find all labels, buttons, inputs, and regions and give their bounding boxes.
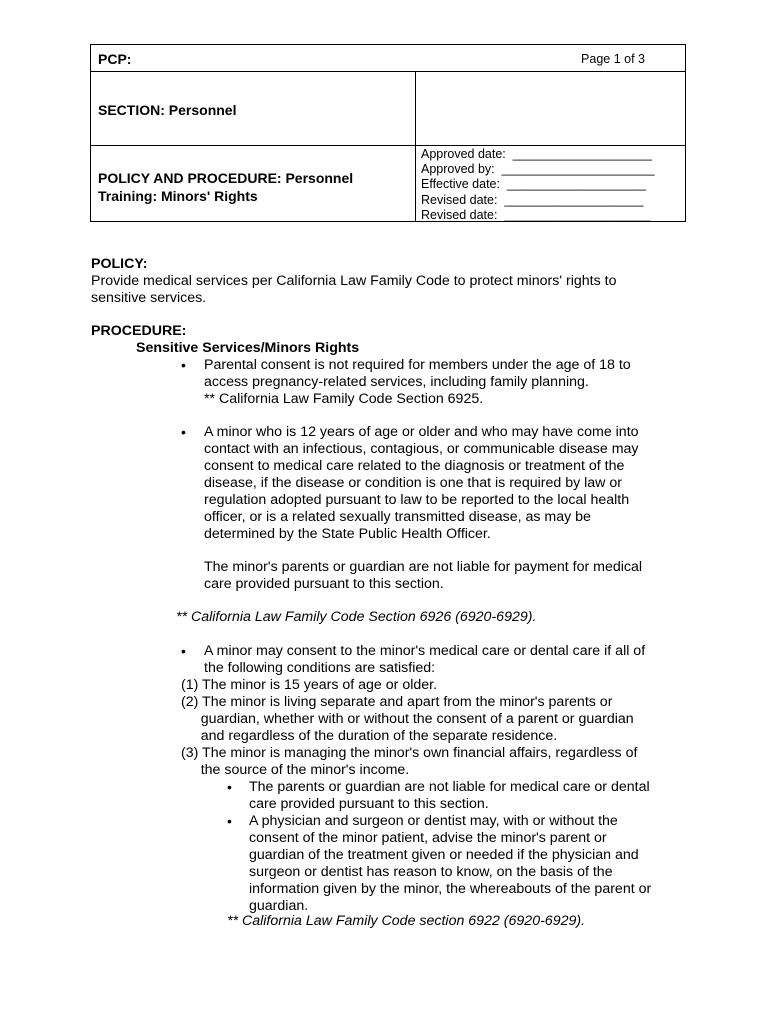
approval-label: Approved by: — [421, 162, 495, 177]
citation: ** California Law Family Code section 6922 (6920-6929). — [227, 913, 586, 929]
item-line: officer, or is a related sexually transmitted disease, as may be — [204, 509, 591, 525]
citation: ** California Law Family Code Section 6926 (6920-6929). — [176, 609, 537, 625]
condition-line: (1) The minor is 15 years of age or older. — [181, 677, 438, 693]
sub-item-line: consent of the minor patient, advise the minor's parent or — [249, 830, 607, 846]
item-line: A minor may consent to the minor's medical care or dental care if all of — [204, 643, 646, 659]
citation: ** California Law Family Code Section 6925. — [204, 391, 484, 407]
page-number: Page 1 of 3 — [581, 52, 645, 66]
bullet-icon: • — [181, 357, 186, 373]
condition-line: (3) The minor is managing the minor's own financial affairs, regardless of — [181, 745, 638, 761]
approval-label: Approved date: — [421, 147, 506, 161]
condition-line: and regardless of the duration of the separate residence. — [181, 728, 558, 744]
approval-blank: ____________________ — [504, 192, 644, 207]
item-line: the following conditions are satisfied: — [204, 660, 436, 676]
table-divider — [91, 71, 685, 72]
item-line: The minor's parents or guardian are not liable for payment for medical — [204, 559, 643, 575]
approval-blank: _____________________ — [504, 207, 651, 222]
sub-item-line: information given by the minor, the whereabouts of the parent or — [249, 881, 652, 897]
item-line: disease, if the disease or condition is one that is required by law or — [204, 475, 622, 491]
item-line: consent to medical care related to the diagnosis or treatment of the — [204, 458, 625, 474]
approval-block — [421, 147, 655, 223]
bullet-icon: • — [181, 424, 186, 440]
approval-blank: ____________________ — [512, 147, 652, 161]
policy-title-line: POLICY AND PROCEDURE: Personnel — [98, 170, 354, 186]
condition-line: (2) The minor is living separate and apart from the minor's parents or — [181, 694, 613, 710]
approval-label: Effective date: — [421, 177, 500, 192]
sub-item-line: care provided pursuant to this section. — [249, 796, 489, 812]
revised-date-row — [421, 193, 655, 208]
sub-item-line: The parents or guardian are not liable for medical care or dental — [249, 779, 650, 795]
bullet-icon: • — [181, 643, 186, 659]
approval-blank: ____________________ — [506, 177, 646, 192]
bullet-icon: • — [227, 813, 232, 829]
effective-date-row — [421, 177, 655, 192]
policy-title-line: Training: Minors' Rights — [98, 188, 258, 204]
policy-text-line: Provide medical services per California Law Family Code to protect minors' rights to — [91, 273, 617, 289]
item-line: access pregnancy-related services, including family planning. — [204, 374, 589, 390]
sub-item-line: A physician and surgeon or dentist may, with or without the — [249, 813, 618, 829]
sub-item-line: surgeon or dentist has reason to know, on the basis of the — [249, 864, 613, 880]
section-label: SECTION: Personnel — [98, 102, 237, 118]
policy-heading: POLICY: — [91, 256, 148, 272]
table-divider — [415, 71, 416, 222]
policy-text-line: sensitive services. — [91, 290, 207, 306]
sub-item-line: guardian. — [249, 898, 309, 914]
item-line: A minor who is 12 years of age or older and who may have come into — [204, 424, 639, 440]
item-line: contact with an infectious, contagious, or communicable disease may — [204, 441, 639, 457]
approved-by-row — [421, 162, 655, 177]
sub-item-line: guardian of the treatment given or needed if the physician and — [249, 847, 639, 863]
policy-title — [98, 169, 408, 205]
approval-label: Revised date: — [421, 192, 498, 207]
item-line: care provided pursuant to this section. — [204, 576, 444, 592]
item-line: determined by the State Public Health Officer. — [204, 526, 491, 542]
item-line: regulation adopted pursuant to law to be reported to the local health — [204, 492, 630, 508]
procedure-heading: PROCEDURE: — [91, 323, 187, 339]
pcp-label: PCP: — [98, 51, 132, 67]
item-line: Parental consent is not required for members under the age of 18 to — [204, 357, 631, 373]
procedure-subheading: Sensitive Services/Minors Rights — [136, 340, 360, 356]
header-table — [90, 44, 686, 222]
approval-label: Revised date: — [421, 207, 498, 222]
bullet-icon: • — [227, 779, 232, 795]
revised-date-row — [421, 208, 655, 223]
approved-date-row — [421, 147, 655, 162]
approval-blank: ______________________ — [501, 162, 655, 177]
table-divider — [91, 145, 685, 146]
condition-line: the source of the minor's income. — [181, 762, 410, 778]
condition-line: guardian, whether with or without the consent of a parent or guardian — [181, 711, 634, 727]
